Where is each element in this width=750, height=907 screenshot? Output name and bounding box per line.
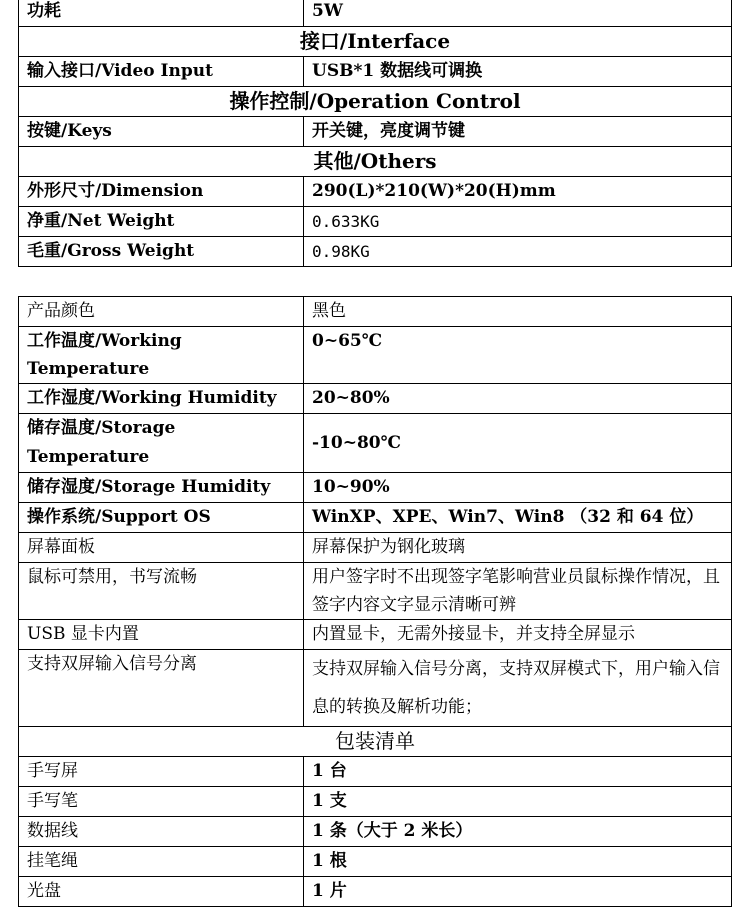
cable-label: 数据线 (19, 817, 304, 847)
cable-value: 1 条（大于 2 米长） (304, 817, 732, 847)
color-label: 产品颜色 (19, 297, 304, 327)
gross-weight-label: 毛重/Gross Weight (19, 237, 304, 267)
table-row (19, 847, 732, 877)
pen-value: 1 支 (304, 787, 732, 817)
table-row (19, 0, 732, 27)
table-row (19, 650, 732, 727)
package-header: 包装清单 (19, 727, 732, 757)
tablet-label: 手写屏 (19, 757, 304, 787)
gross-weight-value: 0.98KG (304, 237, 732, 267)
panel-label: 屏幕面板 (19, 533, 304, 563)
table-row (19, 177, 732, 207)
video-input-label: 输入接口/Video Input (19, 57, 304, 87)
video-input-value: USB*1 数据线可调换 (304, 57, 732, 87)
table-row (19, 237, 732, 267)
mouse-value: 用户签字时不出现签字笔影响营业员鼠标操作情况，且签字内容文字显示清晰可辨 (304, 563, 732, 620)
storage-temp-value: -10~80℃ (304, 414, 732, 473)
net-weight-value: 0.633KG (304, 207, 732, 237)
table-row (19, 87, 732, 117)
dual-screen-value: 支持双屏输入信号分离，支持双屏模式下，用户输入信息的转换及解析功能； (304, 650, 732, 727)
storage-temp-label: 储存温度/Storage Temperature (19, 414, 304, 473)
table-row (19, 757, 732, 787)
others-header: 其他/Others (19, 147, 732, 177)
table-row (19, 27, 732, 57)
os-label: 操作系统/Support OS (19, 503, 304, 533)
table-row (19, 787, 732, 817)
table-row (19, 473, 732, 503)
usb-card-label: USB 显卡内置 (19, 620, 304, 650)
dimension-label: 外形尺寸/Dimension (19, 177, 304, 207)
working-temp-label: 工作温度/Working Temperature (19, 327, 304, 384)
dual-screen-label: 支持双屏输入信号分离 (19, 650, 304, 727)
storage-humidity-label: 储存湿度/Storage Humidity (19, 473, 304, 503)
table-row (19, 147, 732, 177)
keys-value: 开关键，亮度调节键 (304, 117, 732, 147)
table-row (19, 384, 732, 414)
table-row (19, 297, 732, 327)
os-value: WinXP、XPE、Win7、Win8 （32 和 64 位） (304, 503, 732, 533)
storage-humidity-value: 10~90% (304, 473, 732, 503)
table-row (19, 57, 732, 87)
spec-table-2 (18, 296, 732, 907)
table-row (19, 727, 732, 757)
operation-header: 操作控制/Operation Control (19, 87, 732, 117)
mouse-label: 鼠标可禁用，书写流畅 (19, 563, 304, 620)
table-row (19, 620, 732, 650)
table-row (19, 327, 732, 384)
table-row (19, 414, 732, 473)
dimension-value: 290(L)*210(W)*20(H)mm (304, 177, 732, 207)
table-row (19, 563, 732, 620)
keys-label: 按键/Keys (19, 117, 304, 147)
table-row (19, 207, 732, 237)
tablet-value: 1 台 (304, 757, 732, 787)
table-row (19, 117, 732, 147)
interface-header: 接口/Interface (19, 27, 732, 57)
table-row (19, 877, 732, 907)
working-humidity-label: 工作湿度/Working Humidity (19, 384, 304, 414)
disc-label: 光盘 (19, 877, 304, 907)
color-value: 黑色 (304, 297, 732, 327)
working-temp-value: 0~65℃ (304, 327, 732, 384)
disc-value: 1 片 (304, 877, 732, 907)
lanyard-label: 挂笔绳 (19, 847, 304, 877)
net-weight-label: 净重/Net Weight (19, 207, 304, 237)
table-row (19, 817, 732, 847)
table-row (19, 503, 732, 533)
working-humidity-value: 20~80% (304, 384, 732, 414)
table-row (19, 533, 732, 563)
usb-card-value: 内置显卡，无需外接显卡，并支持全屏显示 (304, 620, 732, 650)
power-label: 功耗 (19, 0, 304, 27)
power-value: 5W (304, 0, 732, 27)
panel-value: 屏幕保护为钢化玻璃 (304, 533, 732, 563)
lanyard-value: 1 根 (304, 847, 732, 877)
spec-table-1 (18, 0, 732, 267)
pen-label: 手写笔 (19, 787, 304, 817)
